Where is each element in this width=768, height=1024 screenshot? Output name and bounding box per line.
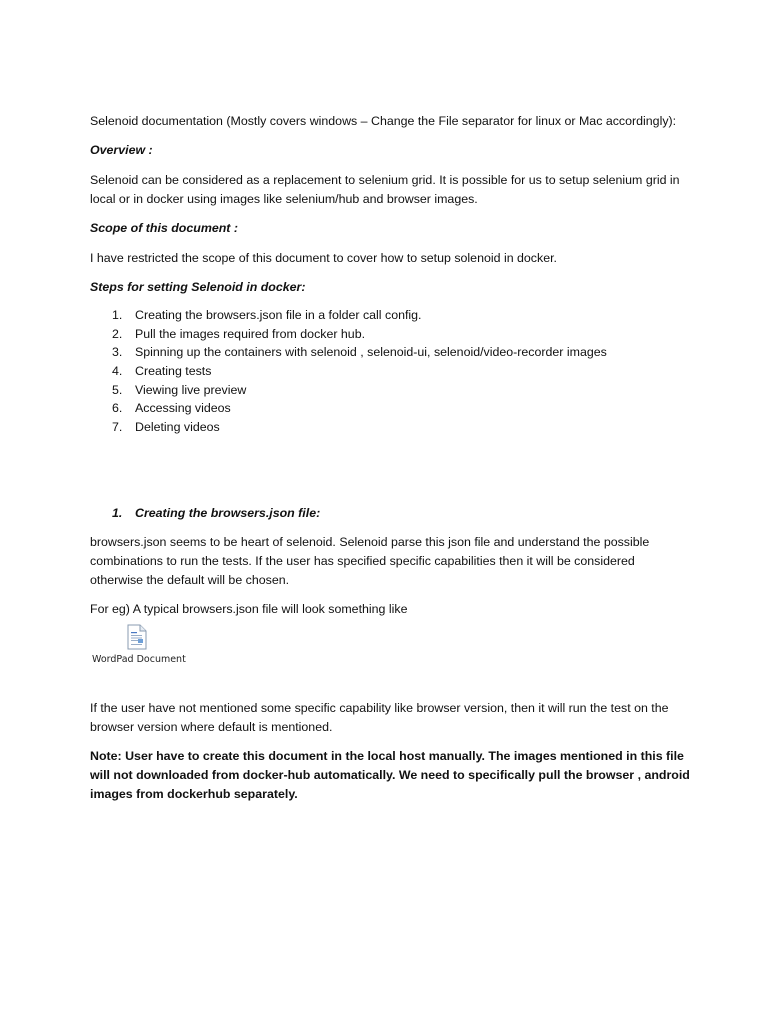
list-item-number: 1. (112, 308, 123, 322)
section-number: 1. (112, 505, 123, 520)
list-item-number: 6. (112, 401, 123, 416)
overview-paragraph: Selenoid can be considered as a replacement to selenium grid. It is possible for us to setup selenium grid in local or in docker using images like selenium/hub and browser images. (90, 173, 680, 206)
list-item (90, 418, 690, 437)
embedded-document[interactable] (90, 624, 190, 674)
blank-spacer (90, 437, 690, 504)
steps-heading: Steps for setting Selenoid in docker: (90, 280, 306, 294)
list-item-number: 7. (112, 420, 123, 435)
list-item-text: Pull the images required from docker hub. (135, 326, 366, 341)
list-item (90, 343, 690, 362)
default-version-paragraph: If the user have not mentioned some specific capability like browser version, then it will run the test on the browser version where default is mentioned. (90, 700, 669, 734)
list-item-number: 5. (112, 382, 123, 397)
list-item (90, 325, 690, 344)
list-item (90, 381, 690, 400)
list-item-text: Deleting videos (135, 420, 220, 435)
attachment-caption: WordPad Document (92, 653, 186, 665)
scope-paragraph: I have restricted the scope of this document to cover how to setup solenoid in docker. (90, 251, 557, 265)
list-item (90, 306, 690, 325)
list-item-text: Viewing live preview (135, 382, 247, 397)
list-item-text: Creating the browsers.json file in a folder call config. (135, 308, 422, 322)
note-paragraph: Note: User have to create this document in the local host manually. The images mentioned in this file will not downloaded from docker-hub automatically. We need to specifically pull the browser , android images from dockerhub separately. (90, 748, 690, 801)
overview-heading: Overview : (90, 143, 153, 157)
list-item-text: Creating tests (135, 364, 212, 379)
intro-paragraph: Selenoid documentation (Mostly covers windows – Change the File separator for linux or Mac accordingly): (90, 114, 677, 128)
list-item (90, 399, 690, 418)
scope-heading: Scope of this document : (90, 221, 239, 235)
list-item-number: 3. (112, 345, 123, 360)
wordpad-document-icon (126, 624, 148, 650)
list-item-number: 4. (112, 364, 123, 379)
list-item-text: Accessing videos (135, 401, 231, 416)
list-item-number: 2. (112, 326, 123, 341)
document-body (90, 112, 690, 804)
section-title: Creating the browsers.json file: (135, 505, 321, 520)
example-paragraph: For eg) A typical browsers.json file will look something like (90, 601, 408, 616)
list-item-text: Spinning up the containers with selenoid , selenoid-ui, selenoid/video-recorder images (135, 345, 607, 360)
list-item (90, 362, 690, 381)
browsers-json-paragraph: browsers.json seems to be heart of selenoid. Selenoid parse this json file and understand the possible combinations to run the tests. If the user has specified specific capabilities then it will be considered otherwise the default will be chosen. (90, 534, 650, 587)
steps-list (90, 306, 690, 437)
section-heading (90, 504, 690, 523)
